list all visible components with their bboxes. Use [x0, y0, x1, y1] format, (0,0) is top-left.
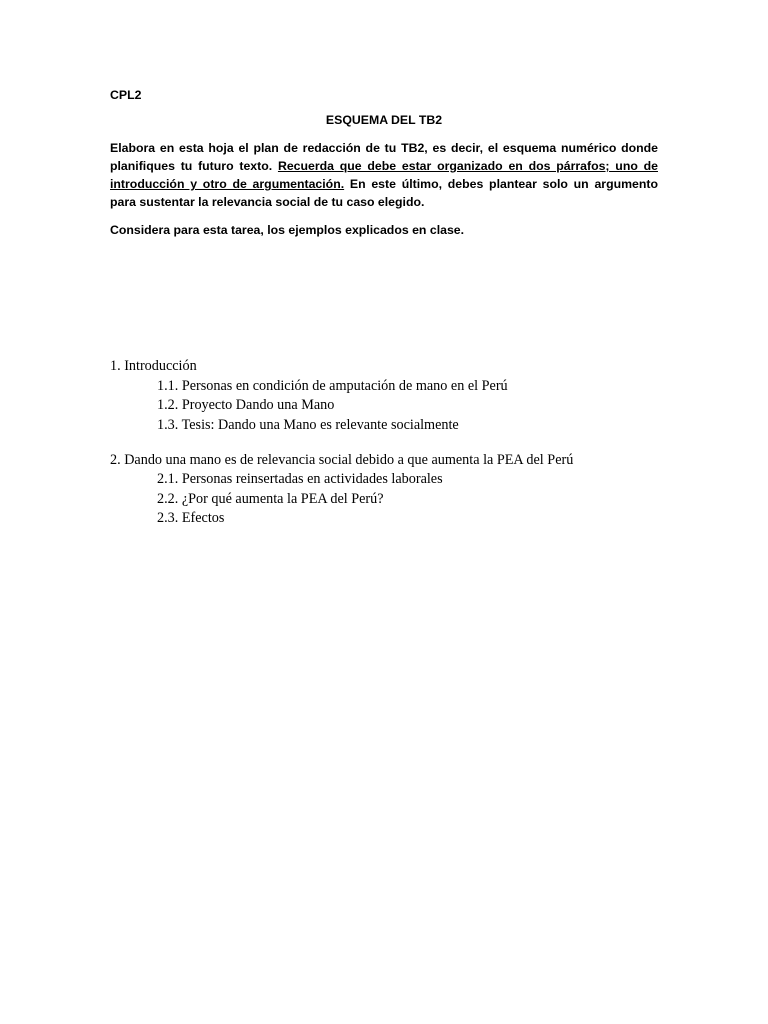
- instructions-text-part1: Elabora en esta hoja el plan de redacción de tu TB2, es decir, el esquema numérico donde planifiques tu futuro texto.: [110, 141, 658, 173]
- outline-heading: 1. Introducción: [110, 358, 197, 374]
- document-title: ESQUEMA DEL TB2: [325, 113, 443, 127]
- instructions-text-part2: En este último, debes plantear solo un argumento para sustentar la relevancia social de tu caso elegido.: [110, 177, 658, 209]
- instructions-note: Considera para esta tarea, los ejemplos explicados en clase.: [110, 223, 465, 237]
- outline-section-2: [110, 451, 670, 529]
- outline-item: 1.3. Tesis: Dando una Mano es relevante socialmente: [157, 416, 459, 433]
- outline-item: 1.2. Proyecto Dando una Mano: [157, 397, 335, 413]
- outline-item: 2.3. Efectos: [157, 510, 225, 526]
- course-code: CPL2: [110, 88, 142, 102]
- outline-item: 2.2. ¿Por qué aumenta la PEA del Perú?: [157, 490, 384, 507]
- outline-item: 1.1. Personas en condición de amputación de mano en el Perú: [157, 377, 508, 394]
- outline-heading: 2. Dando una mano es de relevancia social debido a que aumenta la PEA del Perú: [110, 451, 574, 468]
- outline-item: 2.1. Personas reinsertadas en actividades laborales: [157, 471, 443, 487]
- instructions-emphasis: Recuerda que debe estar organizado en dos párrafos; uno de introducción y otro de argumentación.: [110, 159, 658, 191]
- outline-section-1: [110, 357, 670, 435]
- instructions-paragraph: [110, 139, 658, 211]
- outline: [110, 357, 670, 544]
